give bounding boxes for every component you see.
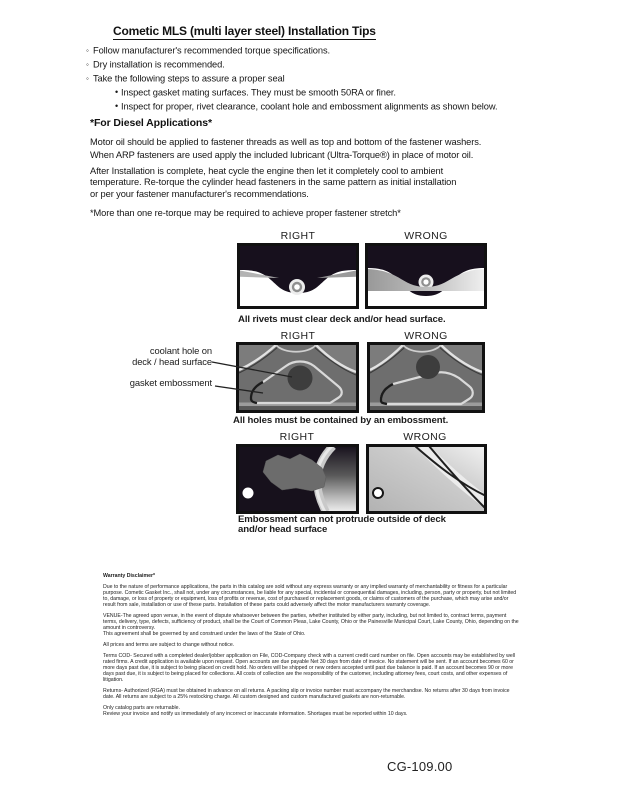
disclaimer-paragraph: VENUE-The agreed upon venue, in the event of dispute whatsoever between the parties, whether instituted by either party, including, but not limited to, contract terms, payment terms, delivery, type, defects, sufficiency of product, shall be the Court of Common Pleas, Lake County, Ohio or the Painesville Municipal Court, Lake County, Ohio, depending on the amount in controversy.: [103, 613, 519, 631]
page-title: Cometic MLS (multi layer steel) Installation Tips: [113, 24, 376, 38]
disclaimer-paragraph: All prices and terms are subject to change without notice.: [103, 641, 235, 648]
retorque-note: *More than one re-torque may be required to achieve proper fastener stretch*: [90, 208, 401, 218]
fig1-wrong-label: WRONG: [404, 230, 448, 242]
gasket-embossment-annotation: gasket embossment: [129, 377, 212, 388]
list-item: [86, 58, 497, 72]
list-item-text: Dry installation is recommended.: [93, 59, 225, 70]
list-subitem: [86, 100, 497, 114]
caption-line: and/or head surface: [238, 523, 328, 535]
bolt-hole: [373, 488, 383, 498]
list-item: [86, 44, 497, 58]
disclaimer-paragraph: This agreement shall be governed by and construed under the laws of the State of Ohio.: [103, 630, 306, 637]
list-item-text: Take the following steps to assure a proper seal: [93, 73, 285, 84]
disclaimer-paragraph: Only catalog parts are returnable.: [103, 705, 180, 712]
annotation-line: deck / head surface: [132, 355, 212, 367]
coolant-hole-annotation: [95, 346, 212, 368]
fig2-caption: All holes must be contained by an embossment.: [233, 415, 449, 426]
coolant-hole: [288, 366, 313, 391]
fig1-wrong-image: [365, 243, 487, 309]
fig3-right-label: RIGHT: [279, 431, 315, 443]
diesel-paragraph-2: [90, 166, 456, 202]
fig3-caption: [238, 515, 446, 534]
list-item-text: Follow manufacturer's recommended torque specifications.: [93, 45, 330, 56]
paragraph-line: When ARP fasteners are used apply the included lubricant (Ultra-Torque®) in place of motor oil.: [90, 149, 474, 160]
open-bullet-icon: ◦: [86, 46, 89, 55]
fig1-caption: All rivets must clear deck and/or head surface.: [238, 314, 446, 325]
fig3-wrong-image: [366, 444, 487, 514]
bullet-icon: •: [115, 100, 119, 111]
annotation-line: coolant hole on: [149, 345, 212, 356]
open-bullet-icon: ◦: [86, 73, 89, 83]
fig2-wrong-image: [367, 342, 485, 413]
list-item: [86, 72, 497, 86]
paragraph-line: temperature. Re-torque the cylinder head fasteners in the same pattern as initial installation: [90, 177, 457, 188]
page-code: CG-109.00: [387, 759, 453, 774]
page-title-wrap: [113, 22, 376, 40]
fig2-right-label: RIGHT: [280, 330, 316, 342]
disclaimer-heading: Warranty Disclaimer*: [103, 573, 155, 579]
disclaimer-paragraph: Returns- Authorized (RGA) must be obtained in advance on all returns. A packing slip or invoice number must accompany the merchandise. No returns after 30 days from invoice date. All returns are subject to a 25% restocking charge. All custom designed and custom manufactured gaskets are non-returnable.: [103, 687, 510, 700]
fig2-right-image: [236, 342, 359, 413]
disclaimer-paragraph: Terms COD- Secured with a completed dealer/jobber application on File, COD-Company check with a current credit card number on file. Open accounts may be established by well rated firms. A credit application is available upon request. Open accounts are due payable Net 30 days from date of invoice. No statement will be sent. If an account becomes 60 or more days past due, it is subject to being placed on credit hold. No orders will be shipped or new orders accepted until past due balance is paid. If an account becomes 90 or more days past due, it is subject to being placed for collections. All costs of collection are the responsibility of the customer, including attorney fees, court costs, and other expenses of litigation.: [103, 653, 516, 683]
diesel-heading: *For Diesel Applications*: [90, 117, 212, 129]
list-item-text: Inspect for proper, rivet clearance, coolant hole and embossment alignments as shown below.: [121, 101, 498, 112]
disclaimer-paragraph: Due to the nature of performance applications, the parts in this catalog are sold without any express warranty or any implied warranty of merchantability or fitness for a particular purpose. Cometic Gasket Inc., shall not, under any circumstances, be liable for any special, incidental or consequential damages, including, person, party or property, but not limited to, damage, or loss of property or equipment, loss of profits or revenue, cost of purchased or replacement goods, or claims of customers of the purchase, which may arise and/or result from sale, installation or use of these parts. Installation of these parts could adversely affect the motor manufacturers warranty coverage.: [103, 584, 517, 608]
paragraph-line: or per your fastener manufacturer's recommendations.: [90, 189, 309, 200]
fig2-wrong-label: WRONG: [404, 330, 448, 342]
coolant-hole-outside: [416, 355, 440, 379]
open-bullet-icon: ◦: [86, 59, 89, 69]
fig1-right-label: RIGHT: [280, 230, 316, 242]
list-subitem: [86, 86, 497, 100]
caption-line: Embossment can not protrude outside of deck: [238, 514, 446, 525]
bolt-hole: [243, 488, 254, 499]
disclaimer-paragraph: Review your invoice and notify us immediately of any incorrect or inaccurate information. Shortages must be reported within 10 days.: [103, 710, 408, 717]
bullet-icon: •: [115, 86, 119, 97]
warranty-disclaimer: [103, 574, 519, 718]
paragraph-line: After Installation is complete, heat cycle the engine then let it completely cool to ambient: [90, 165, 444, 176]
fig1-right-image: [237, 243, 359, 309]
install-tips-list: [86, 44, 497, 114]
fig3-wrong-label: WRONG: [403, 431, 447, 443]
diesel-paragraph-1: [90, 136, 481, 161]
paragraph-line: Motor oil should be applied to fastener threads as well as top and bottom of the fastener washers.: [90, 137, 482, 147]
fig3-right-image: [236, 444, 359, 514]
list-item-text: Inspect gasket mating surfaces. They must be smooth 50RA or finer.: [121, 87, 396, 98]
